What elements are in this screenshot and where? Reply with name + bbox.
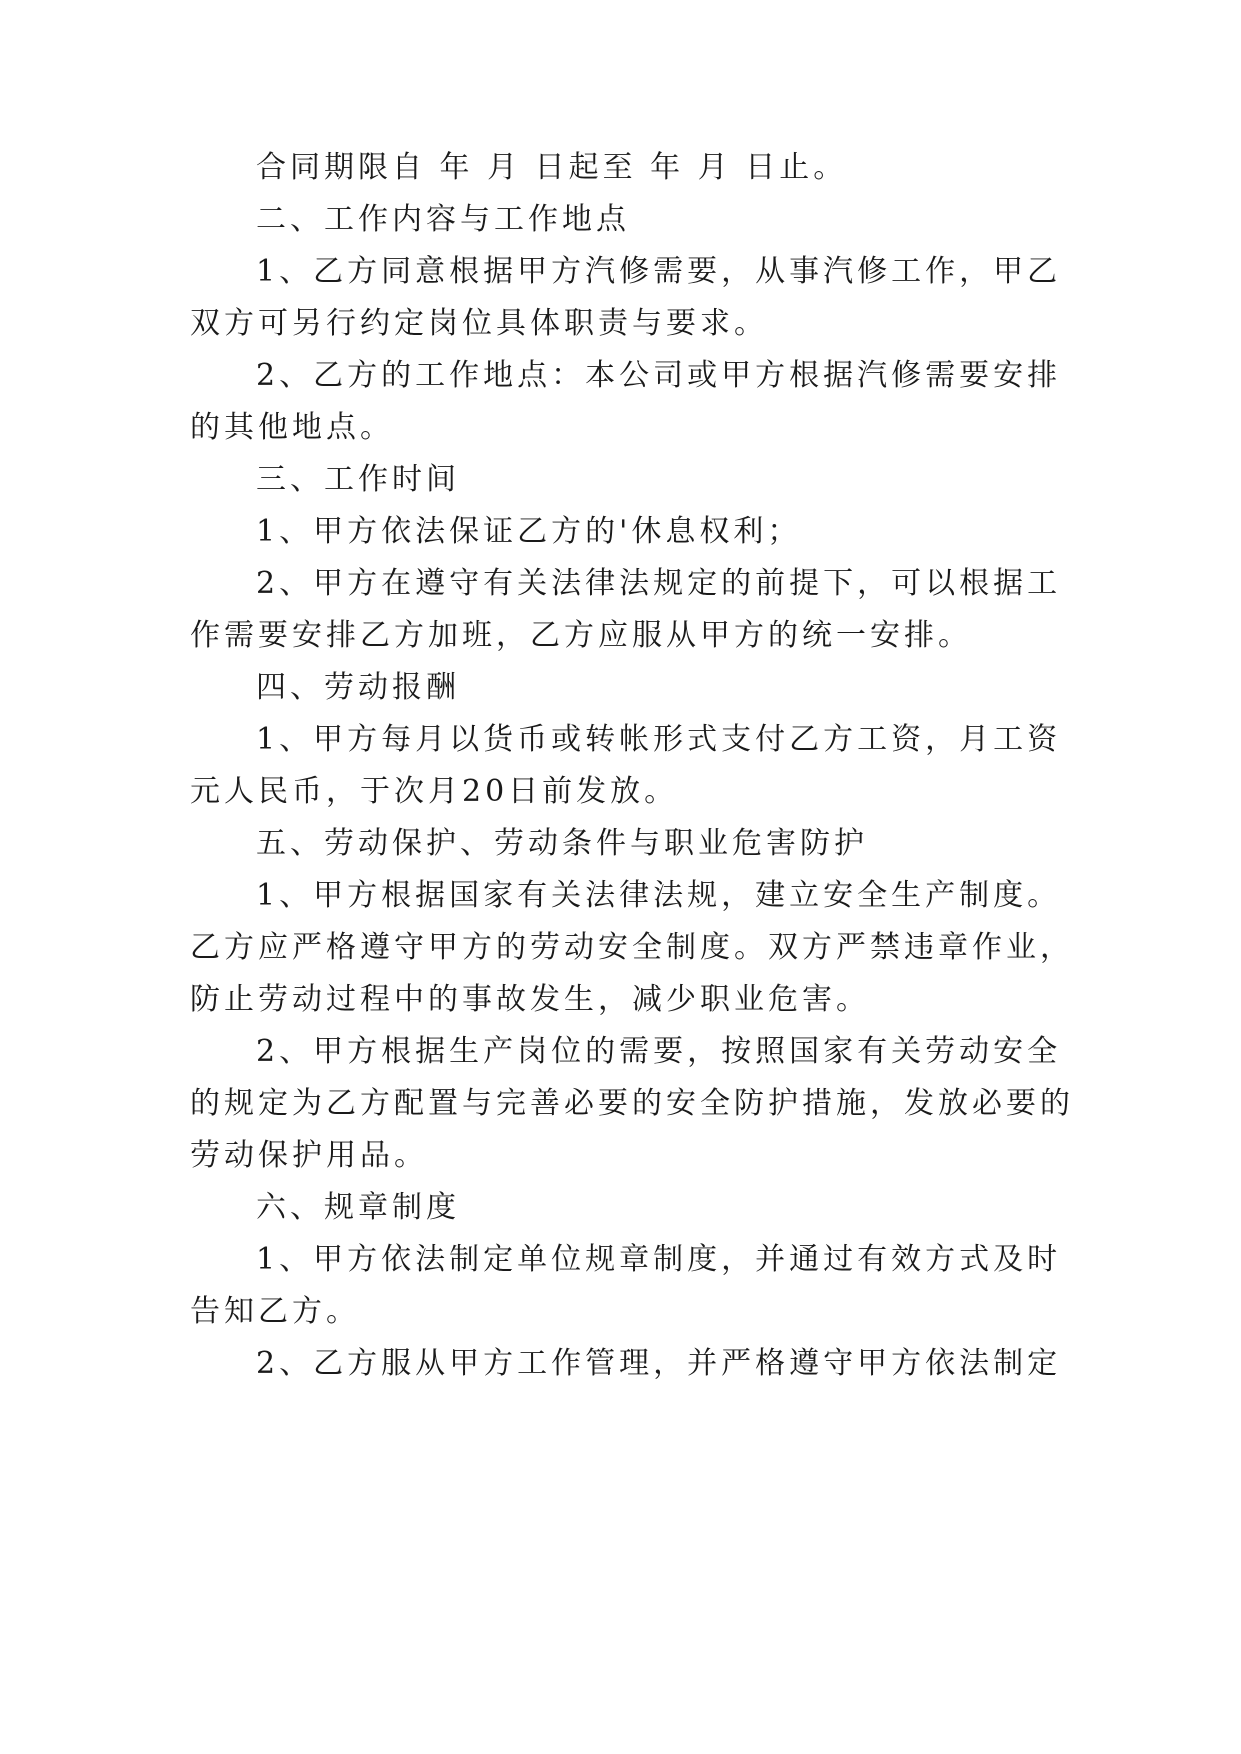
paragraph-line: 元人民币，于次月20日前发放。 (190, 774, 679, 809)
paragraph-line: 1、甲方每月以货币或转帐形式支付乙方工资，月工资 (256, 722, 1062, 757)
paragraph-line: 1、甲方依法制定单位规章制度，并通过有效方式及时 (256, 1242, 1062, 1277)
paragraph-line: 2、乙方服从甲方工作管理，并严格遵守甲方依法制定 (256, 1346, 1062, 1381)
paragraph-line: 的规定为乙方配置与完善必要的安全防护措施，发放必要的 (190, 1086, 1074, 1121)
paragraph-line: 2、甲方在遵守有关法律法规定的前提下，可以根据工 (256, 566, 1062, 601)
paragraph-line: 乙方应严格遵守甲方的劳动安全制度。双方严禁违章作业， (190, 930, 1074, 965)
paragraph-line: 1、甲方根据国家有关法律法规，建立安全生产制度。 (256, 878, 1062, 913)
paragraph-line: 1、甲方依法保证乙方的'休息权利； (256, 514, 802, 549)
section-heading-2: 二、工作内容与工作地点 (256, 202, 630, 237)
paragraph-line: 1、乙方同意根据甲方汽修需要，从事汽修工作，甲乙 (256, 254, 1062, 289)
section-heading-6: 六、规章制度 (256, 1190, 460, 1225)
paragraph-line: 作需要安排乙方加班，乙方应服从甲方的统一安排。 (190, 618, 972, 653)
paragraph-line: 的其他地点。 (190, 410, 394, 445)
paragraph-line: 2、乙方的工作地点：本公司或甲方根据汽修需要安排 (256, 358, 1062, 393)
paragraph-line: 告知乙方。 (190, 1294, 360, 1329)
section-heading-3: 三、工作时间 (256, 462, 460, 497)
section-heading-5: 五、劳动保护、劳动条件与职业危害防护 (256, 826, 868, 861)
paragraph-line: 劳动保护用品。 (190, 1138, 428, 1173)
contract-term-line: 合同期限自 年 月 日起至 年 月 日止。 (256, 150, 848, 185)
paragraph-line: 双方可另行约定岗位具体职责与要求。 (190, 306, 768, 341)
paragraph-line: 2、甲方根据生产岗位的需要，按照国家有关劳动安全 (256, 1034, 1062, 1069)
section-heading-4: 四、劳动报酬 (256, 670, 460, 705)
paragraph-line: 防止劳动过程中的事故发生，减少职业危害。 (190, 982, 870, 1017)
